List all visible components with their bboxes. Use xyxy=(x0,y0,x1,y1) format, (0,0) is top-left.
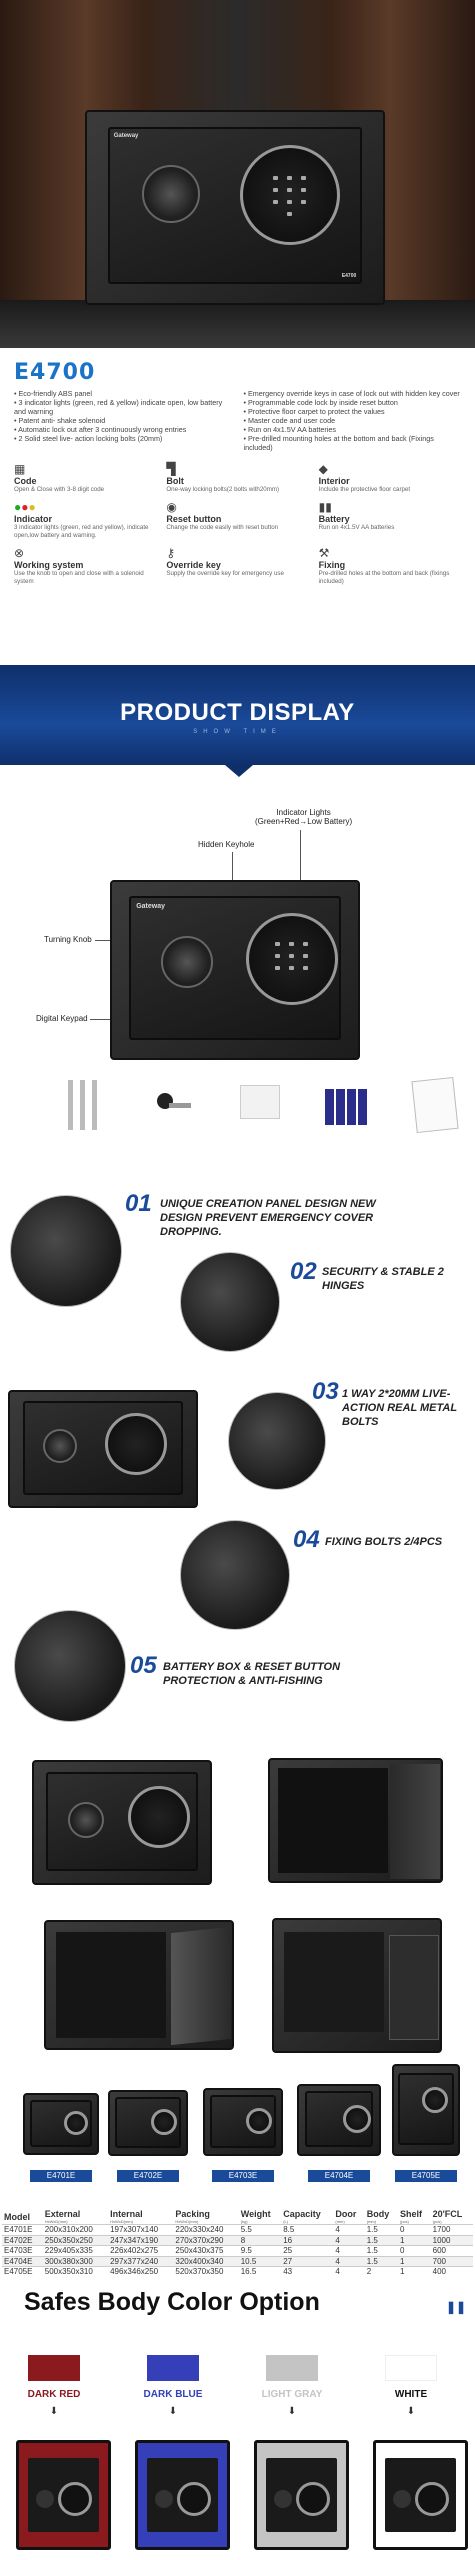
table-cell: 250x430x375 xyxy=(173,2246,238,2257)
table-cell: 496x346x250 xyxy=(108,2267,173,2277)
table-header-cell: Door (mm) xyxy=(333,2210,364,2225)
arrow-down-icon: ⬇ xyxy=(168,2406,178,2417)
table-header-cell: Body (mm) xyxy=(365,2210,398,2225)
table-cell: 1 xyxy=(398,2235,431,2246)
table-header-unit: (L) xyxy=(283,2219,289,2224)
table-row xyxy=(2,2246,473,2257)
accessories-row xyxy=(60,1075,460,1140)
brand-logo: Gateway xyxy=(113,133,139,140)
feature-desc: Change the code easily with reset button xyxy=(166,524,279,531)
feature-desc: Include the protective floor carpet xyxy=(318,486,411,493)
feature-number: 04 xyxy=(293,1526,320,1553)
feature-desc: Supply the override key for emergency use xyxy=(166,570,284,577)
diagram-safe xyxy=(110,880,360,1060)
feature-icons xyxy=(14,462,461,586)
feature-image-bolts xyxy=(228,1392,326,1490)
system-icon: ⊗ xyxy=(14,546,25,560)
table-header-unit: HxWxD(mm) xyxy=(44,2219,68,2224)
table-cell: E4701E xyxy=(2,2225,43,2236)
table-cell: 43 xyxy=(281,2267,333,2277)
specs-section xyxy=(0,348,475,633)
lineup-safe xyxy=(108,2090,188,2156)
list-item: • Eco-friendly ABS panel xyxy=(14,389,93,398)
photo-safe-closed xyxy=(32,1760,212,1885)
lineup-label: E4701E xyxy=(30,2170,92,2182)
manual-icon xyxy=(408,1075,460,1135)
table-header-unit: HxWxD(mm) xyxy=(110,2219,133,2224)
table-cell: 1.5 xyxy=(365,2235,398,2246)
keypad-callout: Digital Keypad xyxy=(36,1014,88,1023)
table-cell: 8.5 xyxy=(281,2225,333,2236)
feature-list-left xyxy=(14,389,232,452)
feature-fixing xyxy=(319,546,461,586)
turning-knob xyxy=(161,936,213,988)
feature-number: 03 xyxy=(312,1378,339,1405)
pause-icon[interactable]: ❚❚ xyxy=(446,2300,467,2314)
table-cell: 700 xyxy=(431,2256,473,2267)
table-cell: 1000 xyxy=(431,2235,473,2246)
table-cell: 600 xyxy=(431,2246,473,2257)
feature-system xyxy=(14,546,156,586)
color-label: WHITE xyxy=(394,2389,428,2400)
table-row xyxy=(2,2256,473,2267)
list-item: • Automatic lock out after 3 continuously wrong entries xyxy=(14,425,187,434)
table-cell: 16.5 xyxy=(239,2267,281,2277)
keypad-icon xyxy=(422,2087,448,2113)
table-header-unit: (mm) xyxy=(335,2219,345,2224)
feature-text: SECURITY & STABLE 2 HINGES xyxy=(322,1266,444,1292)
table-cell: 247x347x190 xyxy=(108,2235,173,2246)
table-cell: 500x350x310 xyxy=(43,2267,108,2277)
knob-callout: Turning Knob xyxy=(44,935,92,944)
table-row xyxy=(2,2267,473,2277)
table-header-unit: (kg) xyxy=(240,2219,248,2224)
lineup-labels xyxy=(0,2170,475,2184)
table-cell: 226x402x275 xyxy=(108,2246,173,2257)
table-cell: E4704E xyxy=(2,2256,43,2267)
arrow-down-icon: ⬇ xyxy=(49,2406,59,2417)
keyhole-callout: Hidden Keyhole xyxy=(198,840,255,849)
table-header-row xyxy=(2,2210,473,2225)
feature-desc: 3 indicator lights (green, red and yellow), indicate open,low battery and warning. xyxy=(14,524,149,539)
feature-title: Battery xyxy=(318,514,350,524)
table-cell: 5.5 xyxy=(239,2225,281,2236)
table-cell: E4703E xyxy=(2,2246,43,2257)
table-cell: 1.5 xyxy=(365,2246,398,2257)
feature-title: Reset button xyxy=(166,514,222,524)
table-cell: 297x377x240 xyxy=(108,2256,173,2267)
model-title: E4700 xyxy=(14,360,96,385)
feature-desc: Use the knob to open and close with a solenoid system xyxy=(14,570,144,585)
table-header-cell: 20'FCL (pcs) xyxy=(431,2210,473,2225)
table-cell: 320x400x340 xyxy=(173,2256,238,2267)
table-header-unit: (pcs) xyxy=(400,2219,409,2224)
table-cell: E4702E xyxy=(2,2235,43,2246)
feature-desc: Pre-drilled holes at the bottom and back (fixings included) xyxy=(318,570,450,585)
feature-number: 02 xyxy=(290,1258,317,1285)
table-body xyxy=(2,2225,473,2277)
table-cell: 200x310x200 xyxy=(43,2225,108,2236)
table-cell: 4 xyxy=(333,2246,364,2257)
battery-icon: ▮▮ xyxy=(318,500,332,514)
table-cell: 2 xyxy=(365,2267,398,2277)
keypad-icon: ▦ xyxy=(14,462,26,476)
brand-logo: Gateway xyxy=(136,903,166,911)
feature-text: BATTERY BOX & RESET BUTTON PROTECTION & ANTI-FISHING xyxy=(163,1661,341,1687)
hero-shelf xyxy=(0,300,475,348)
reset-icon: ◉ xyxy=(166,500,177,514)
table-row xyxy=(2,2235,473,2246)
table-cell: 1.5 xyxy=(365,2256,398,2267)
feature-title: Override key xyxy=(166,560,221,570)
arrow-down-icon: ⬇ xyxy=(287,2406,297,2417)
table-cell: 16 xyxy=(281,2235,333,2246)
list-item: • Emergency override keys in case of lock out with hidden key cover xyxy=(243,389,460,398)
lineup-label: E4703E xyxy=(212,2170,274,2182)
feature-title: Working system xyxy=(14,560,84,570)
banner-title: PRODUCT DISPLAY xyxy=(120,699,355,726)
lineup-safe xyxy=(392,2064,460,2156)
feature-title: Bolt xyxy=(166,476,184,486)
color-safe-preview xyxy=(16,2440,111,2550)
photo-safe-interior xyxy=(272,1918,442,2053)
table-header-unit: (mm) xyxy=(366,2219,377,2224)
table-cell: 1.5 xyxy=(365,2225,398,2236)
feature-number: 05 xyxy=(130,1652,157,1679)
batteries-icon xyxy=(321,1075,373,1135)
table-cell: 25 xyxy=(281,2246,333,2257)
table-cell: 1 xyxy=(398,2256,431,2267)
list-item: • Programmable code lock by inside reset button xyxy=(243,398,398,407)
table-cell: E4705E xyxy=(2,2267,43,2277)
keypad-icon xyxy=(343,2105,371,2133)
lineup-safe xyxy=(203,2088,283,2156)
color-label: DARK BLUE xyxy=(143,2389,203,2400)
table-header-cell: Internal HxWxD(mm) xyxy=(108,2210,173,2225)
table-cell: 10.5 xyxy=(239,2256,281,2267)
feature-indicator xyxy=(14,500,156,540)
table-cell: 220x330x240 xyxy=(173,2225,238,2236)
table-row xyxy=(2,2225,473,2236)
photo-safe-open xyxy=(268,1758,443,1883)
list-item: • 2 Solid steel live- action locking bolts (20mm) xyxy=(14,434,163,443)
feature-text: UNIQUE CREATION PANEL DESIGN NEW DESIGN PREVENT EMERGENCY COVER DROPPING. xyxy=(160,1198,376,1238)
feature-text: FIXING BOLTS 2/4PCS xyxy=(325,1536,443,1548)
lineup-safe xyxy=(297,2084,381,2156)
keypad-icon xyxy=(246,2108,272,2134)
turning-knob xyxy=(68,1802,104,1838)
table-cell: 270x370x290 xyxy=(173,2235,238,2246)
carpet-icon: ◆ xyxy=(318,462,328,476)
lineup-label: E4702E xyxy=(117,2170,179,2182)
feature-image-panel xyxy=(10,1195,122,1307)
color-swatch[interactable] xyxy=(266,2355,318,2381)
model-plate: E4700 xyxy=(341,272,357,279)
feature-number: 01 xyxy=(125,1190,152,1217)
arrow-down-icon: ⬇ xyxy=(406,2406,416,2417)
table-cell: 197x307x140 xyxy=(108,2225,173,2236)
table-cell: 250x350x250 xyxy=(43,2235,108,2246)
banner-subtitle: SHOW TIME xyxy=(193,729,282,735)
table-header-cell: External HxWxD(mm) xyxy=(43,2210,108,2225)
table-header-cell: Capacity (L) xyxy=(281,2210,333,2225)
spec-table xyxy=(2,2210,473,2277)
callout-label: Indicator Lights xyxy=(276,808,331,817)
feature-code xyxy=(14,462,156,494)
list-item: • 3 indicator lights (green, red & yellow) indicate open, low battery and warning xyxy=(14,398,223,416)
turning-knob xyxy=(43,1429,77,1463)
feature-override xyxy=(166,546,308,586)
keypad-icon xyxy=(105,1413,167,1475)
fixing-bolts-icon xyxy=(60,1075,112,1135)
table-cell: 4 xyxy=(333,2225,364,2236)
table-cell: 4 xyxy=(333,2256,364,2267)
color-safe-preview xyxy=(254,2440,349,2550)
feature-title: Indicator xyxy=(14,514,53,524)
table-header-cell: Packing HxWxD(mm) xyxy=(173,2210,238,2225)
keypad-icon xyxy=(246,913,338,1005)
table-header-unit: HxWxD(mm) xyxy=(175,2219,199,2224)
indicator-icon: ●●● xyxy=(14,500,36,514)
table-cell: 4 xyxy=(333,2267,364,2277)
list-item: • Master code and user code xyxy=(243,416,336,425)
indicator-callout xyxy=(255,808,352,826)
feature-image-fixing xyxy=(180,1520,290,1630)
table-header-cell: Weight (kg) xyxy=(239,2210,281,2225)
feature-desc: Open & Close with 3-8 digit code xyxy=(14,486,105,493)
table-header-cell: Model xyxy=(4,2211,30,2222)
table-cell: 8 xyxy=(239,2235,281,2246)
color-option-title: Safes Body Color Option xyxy=(24,2288,320,2316)
feature-text: 1 WAY 2*20MM LIVE-ACTION REAL METAL BOLTS xyxy=(342,1388,457,1428)
color-label: DARK RED xyxy=(27,2389,81,2400)
feature-safe-front xyxy=(8,1390,198,1508)
table-cell: 27 xyxy=(281,2256,333,2267)
color-label: LIGHT GRAY xyxy=(261,2389,323,2400)
feature-title: Interior xyxy=(318,476,350,486)
feature-desc: One-way locking bolts(2 bolts with20mm) xyxy=(166,486,280,493)
table-cell: 1700 xyxy=(431,2225,473,2236)
key-icon: ⚷ xyxy=(166,546,176,560)
table-cell: 229x405x335 xyxy=(43,2246,108,2257)
feature-reset xyxy=(166,500,308,540)
table-header-unit: (pcs) xyxy=(432,2219,442,2224)
color-safe-preview xyxy=(135,2440,230,2550)
table-cell: 9.5 xyxy=(239,2246,281,2257)
photo-safe-door-open xyxy=(44,1920,234,2050)
feature-desc: Run on 4x1.5V AA batteries xyxy=(318,524,395,531)
table-cell: 520x370x350 xyxy=(173,2267,238,2277)
turning-knob xyxy=(142,165,200,223)
keypad-icon xyxy=(151,2109,177,2135)
list-item: • Patent anti- shake solenoid xyxy=(14,416,106,425)
lineup-label: E4705E xyxy=(395,2170,457,2182)
table-header-cell: Shelf (pcs) xyxy=(398,2210,431,2225)
list-item: • Run on 4x1.5V AA batteries xyxy=(243,425,336,434)
table-cell: 4 xyxy=(333,2235,364,2246)
keypad-icon xyxy=(240,145,340,245)
lineup-label: E4704E xyxy=(308,2170,370,2182)
feature-list-right xyxy=(244,389,462,452)
feature-interior xyxy=(319,462,461,494)
feature-image-battery xyxy=(14,1610,126,1722)
feature-bullets xyxy=(14,389,461,452)
product-display-banner xyxy=(0,665,475,765)
callout-sublabel: (Green+Red→Low Battery) xyxy=(255,817,353,826)
color-swatch[interactable] xyxy=(28,2355,80,2381)
color-swatch[interactable] xyxy=(385,2355,437,2381)
keys-icon xyxy=(147,1075,199,1135)
feature-image-hinges xyxy=(180,1252,280,1352)
hero-safe xyxy=(85,110,385,305)
table-cell: 0 xyxy=(398,2225,431,2236)
lineup-safe xyxy=(23,2093,99,2155)
table-cell: 300x380x300 xyxy=(43,2256,108,2267)
list-item: • Pre-drilled mounting holes at the bottom and back (Fixings included) xyxy=(243,434,434,452)
feature-title: Fixing xyxy=(318,560,346,570)
keypad-icon xyxy=(128,1786,190,1848)
bolt-icon: ▜ xyxy=(166,462,176,476)
table-cell: 0 xyxy=(398,2246,431,2257)
silica-gel-icon xyxy=(234,1075,286,1135)
hammer-icon: ⚒ xyxy=(318,546,330,560)
table-cell: 400 xyxy=(431,2267,473,2277)
feature-battery xyxy=(319,500,461,540)
table-cell: 1 xyxy=(398,2267,431,2277)
hero-image xyxy=(0,0,475,348)
color-swatch[interactable] xyxy=(147,2355,199,2381)
list-item: • Protective floor carpet to protect the values xyxy=(243,407,385,416)
color-safe-preview xyxy=(373,2440,468,2550)
feature-bolt xyxy=(166,462,308,494)
feature-title: Code xyxy=(14,476,37,486)
keypad-icon xyxy=(64,2111,88,2135)
